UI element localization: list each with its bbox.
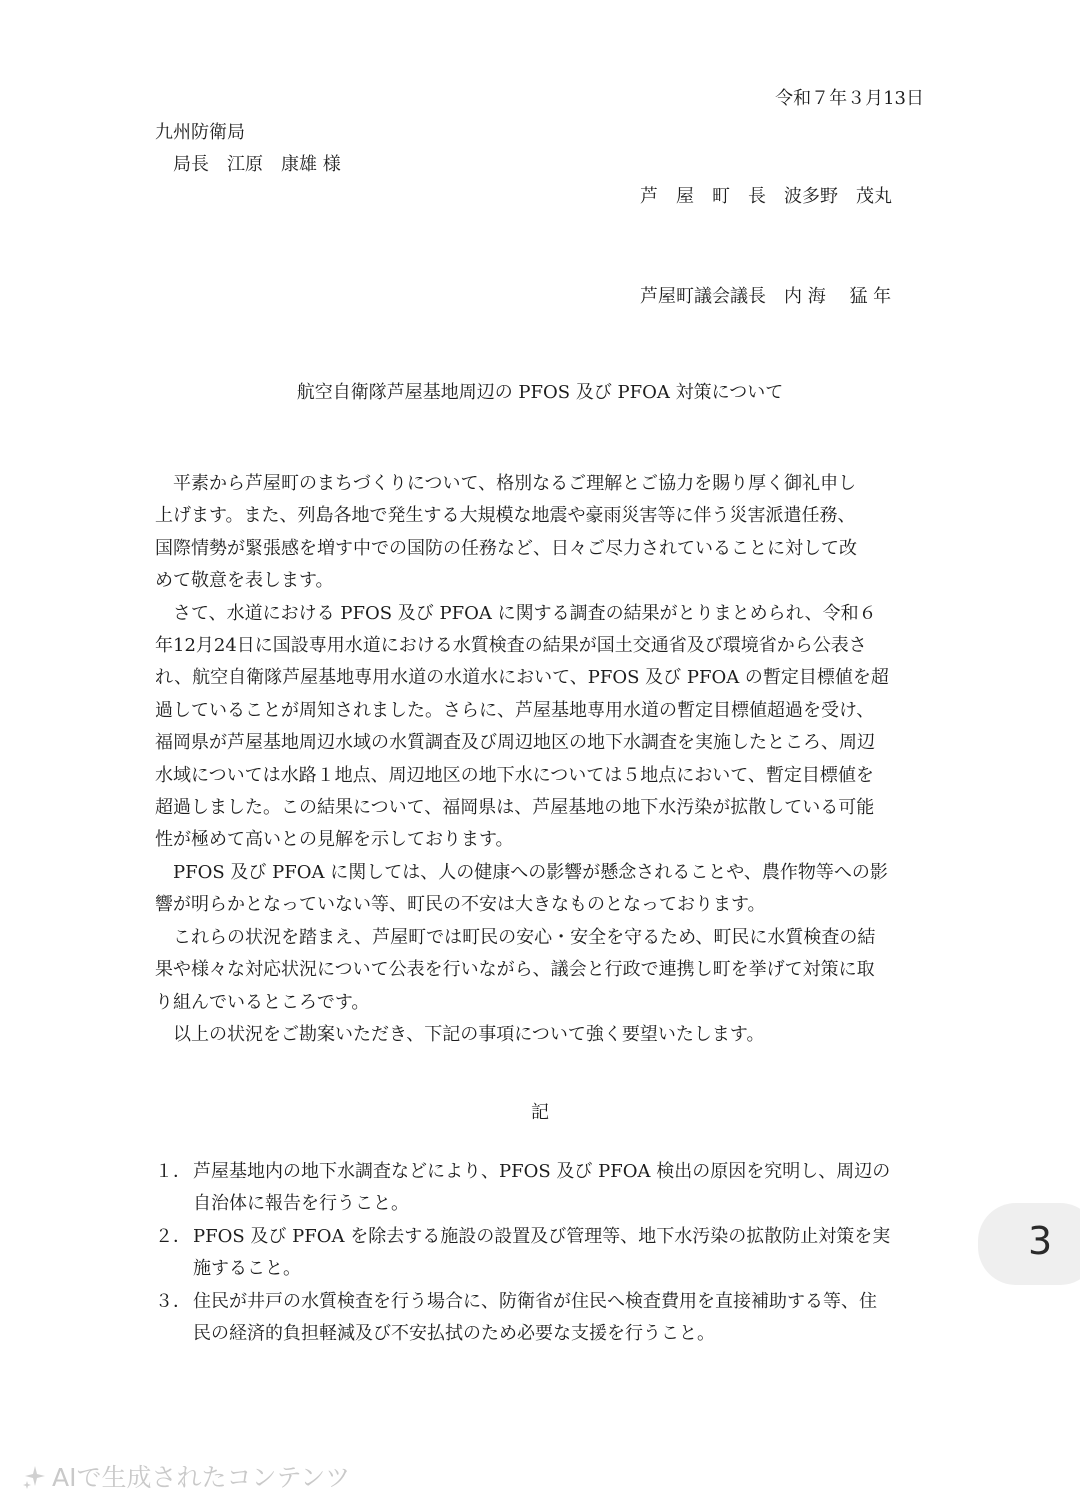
sparkle-icon (22, 1463, 48, 1489)
body-line: 福岡県が芦屋基地周辺水域の水質調査及び周辺地区の地下水調査を実施したところ、周辺 (155, 732, 875, 754)
request-line: 住民が井戸の水質検査を行う場合に、防衛省が住民へ検査費用を直接補助する等、住 (193, 1290, 877, 1312)
request-line: 施すること。 (193, 1258, 301, 1280)
record-heading: 記 (531, 1102, 549, 1123)
letter-title: 航空自衛隊芦屋基地周辺の PFOS 及び PFOA 対策について (296, 382, 784, 403)
body-line: 以上の状況をご勘案いただき、下記の事項について強く要望いたします。 (155, 1023, 765, 1045)
letter-date: 令和７年３月13日 (775, 88, 924, 109)
body-line: 過していることが周知されました。さらに、芦屋基地専用水道の暫定目標値超過を受け、 (155, 699, 875, 721)
request-number: １． (155, 1161, 191, 1182)
request-line: 民の経済的負担軽減及び不安払拭のため必要な支援を行うこと。 (193, 1323, 715, 1345)
body-line: 超過しました。この結果について、福岡県は、芦屋基地の地下水汚染が拡散している可能 (155, 797, 875, 819)
body-paragraph (155, 468, 930, 598)
body-line: PFOS 及び PFOA に関しては、人の健康への影響が懸念されることや、農作物等への影 (155, 861, 888, 883)
body-paragraph (155, 922, 930, 1019)
body-line: 水域については水路１地点、周辺地区の地下水については５地点において、暫定目標値を (155, 764, 874, 786)
body-paragraph (155, 857, 930, 922)
page-number: 3 (1028, 1219, 1053, 1263)
body-line: 性が極めて高いとの見解を示しております。 (155, 829, 514, 851)
recipient-organization: 九州防衛局 (155, 122, 245, 143)
recipient-name: 局長 江原 康雄 様 (173, 154, 341, 175)
letter-body (155, 468, 930, 1051)
request-number: ２． (155, 1225, 191, 1247)
body-paragraph (155, 1019, 930, 1051)
body-line: めて敬意を表します。 (155, 570, 334, 592)
request-number: ３． (155, 1290, 191, 1312)
request-line: 自治体に報告を行うこと。 (193, 1193, 409, 1215)
sender-council-chair: 芦屋町議会議長 内 海 猛 年 (640, 286, 892, 307)
request-line: PFOS 及び PFOA を除去する施設の設置及び管理等、地下水汚染の拡散防止対策を実 (193, 1225, 891, 1247)
ai-notice-text: AIで生成されたコンテンツ (52, 1463, 351, 1492)
body-line: れ、航空自衛隊芦屋基地専用水道の水道水において、PFOS 及び PFOA の暫定目標値を超 (155, 667, 889, 689)
body-line: 上げます。また、列島各地で発生する大規模な地震や豪雨災害等に伴う災害派遣任務、 (155, 505, 856, 527)
request-item (155, 1156, 930, 1221)
body-line: 年12月24日に国設専用水道における水質検査の結果が国土交通省及び環境省から公表さ (155, 635, 867, 657)
body-line: 国際情勢が緊張感を増す中での国防の任務など、日々ご尽力されていることに対して改 (155, 537, 857, 559)
page-number-badge (978, 1203, 1080, 1285)
request-item (155, 1221, 930, 1286)
request-line: 芦屋基地内の地下水調査などにより、PFOS 及び PFOA 検出の原因を究明し、周辺の (193, 1161, 891, 1182)
request-list (155, 1156, 930, 1350)
body-line: さて、水道における PFOS 及び PFOA に関する調査の結果がとりまとめられ、令和６ (155, 602, 877, 624)
body-line: これらの状況を踏まえ、芦屋町では町民の安心・安全を守るため、町民に水質検査の結 (155, 926, 876, 948)
body-line: 響が明らかとなっていない等、町民の不安は大きなものとなっております。 (155, 894, 766, 916)
body-line: り組んでいるところです。 (155, 991, 370, 1013)
sender-mayor: 芦 屋 町 長 波多野 茂丸 (640, 186, 892, 207)
body-line: 果や様々な対応状況について公表を行いながら、議会と行政で連携し町を挙げて対策に取 (155, 959, 875, 981)
body-line: 平素から芦屋町のまちづくりについて、格別なるご理解とご協力を賜り厚く御礼申し (155, 473, 857, 494)
ai-generated-notice (22, 1458, 350, 1494)
request-item (155, 1286, 930, 1351)
body-paragraph (155, 598, 930, 857)
